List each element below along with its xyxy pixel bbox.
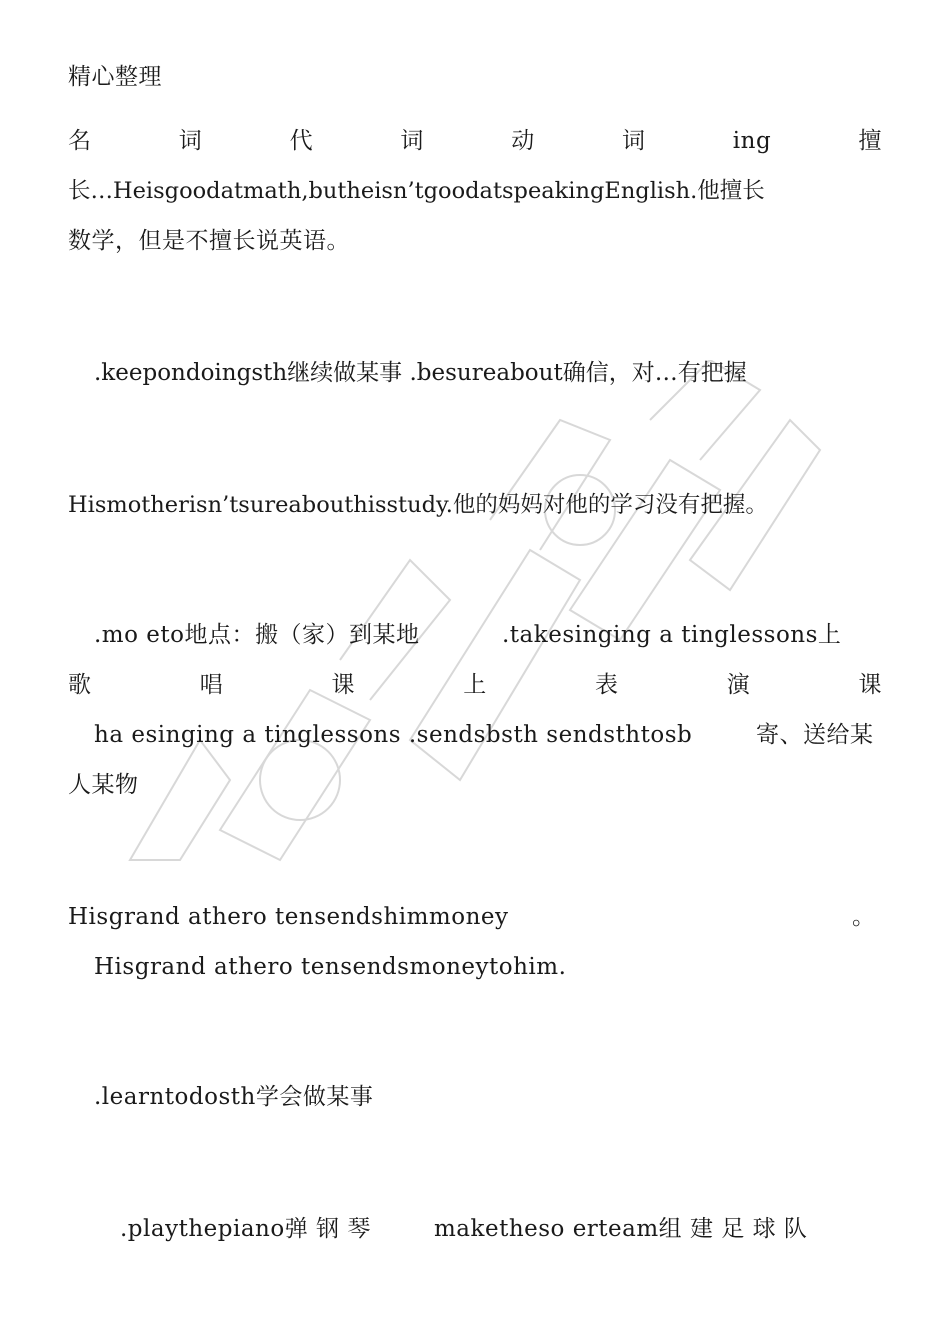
- word: 课: [858, 672, 882, 698]
- text-line-11: Hisgrand athero tensendsmoneytohim.: [94, 954, 567, 980]
- page-header-title: 精心整理: [68, 64, 162, 90]
- word: 表: [595, 672, 619, 698]
- text-line-13a: .playthepiano弹 钢 琴: [120, 1216, 371, 1242]
- text-line-13b: maketheso erteam组 建 足 球 队: [434, 1216, 808, 1242]
- text-line-7: [68, 670, 882, 700]
- word: 演: [726, 672, 751, 698]
- text-line-3: 数学，但是不擅长说英语。: [68, 228, 350, 254]
- text-line-10b: 。: [852, 904, 876, 930]
- word: 代: [289, 128, 314, 154]
- word: ing: [732, 128, 772, 154]
- word: 词: [621, 128, 646, 154]
- word: 课: [331, 672, 355, 698]
- text-line-10a: Hisgrand athero tensendshimmoney: [68, 904, 509, 930]
- text-line-8b: 寄、送给某: [756, 722, 874, 748]
- text-line-8a: ha esinging a tinglessons .sendsbsth sendsthtosb: [94, 722, 693, 748]
- text-line-5: Hismotherisn’tsureabouthisstudy.他的妈妈对他的学习没有把握。: [68, 492, 768, 518]
- word: 词: [400, 128, 424, 154]
- text-line-12: .learntodosth学会做某事: [94, 1084, 374, 1110]
- text-line-4: .keepondoingsth继续做某事 .besureabout确信，对…有把握: [94, 360, 747, 386]
- text-line-1: [68, 126, 882, 156]
- word: 歌: [68, 672, 92, 698]
- word: 名: [68, 128, 92, 154]
- text-line-6a: .mo eto地点：搬（家）到某地: [94, 622, 420, 648]
- word: 上: [463, 672, 487, 698]
- word: 唱: [199, 672, 224, 698]
- word: 动: [511, 128, 535, 154]
- word: 擅: [858, 128, 882, 154]
- text-line-6b: .takesinging a tinglessons上: [502, 622, 842, 648]
- text-line-9: 人某物: [68, 772, 139, 798]
- text-line-2: 长…Heisgoodatmath,butheisn’tgoodatspeakingEnglish.他擅长: [68, 178, 765, 204]
- word: 词: [178, 128, 203, 154]
